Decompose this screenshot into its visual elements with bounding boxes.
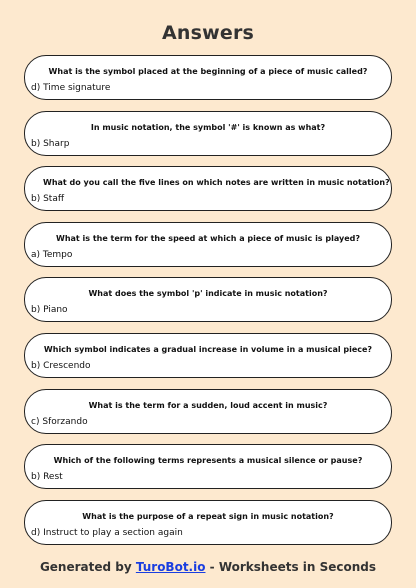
answer-card — [24, 111, 392, 156]
question-text: What does the symbol 'p' indicate in music notation? — [88, 289, 328, 299]
answer-card — [24, 333, 392, 378]
answer-card — [24, 500, 392, 545]
turobot-link[interactable]: TuroBot.io — [135, 560, 206, 574]
question-text: What is the term for a sudden, loud accent in music? — [88, 400, 328, 410]
answer-text: b) Crescendo — [31, 360, 91, 371]
answer-text: b) Staff — [31, 194, 65, 205]
answer-text: b) Rest — [31, 472, 63, 483]
footer-suffix: - Worksheets in Seconds — [205, 560, 377, 574]
answer-card — [24, 389, 392, 434]
page-title: Answers — [161, 22, 255, 44]
answer-card — [24, 444, 392, 489]
answer-text: b) Piano — [31, 305, 68, 316]
answer-card — [24, 277, 392, 322]
answer-list — [24, 55, 392, 555]
answer-card — [24, 55, 392, 100]
question-text: Which of the following terms represents a musical silence or pause? — [53, 456, 363, 466]
question-text: What is the term for the speed at which a piece of music is played? — [56, 233, 360, 243]
question-text: Which symbol indicates a gradual increase in volume in a musical piece? — [43, 344, 373, 354]
answer-card — [24, 166, 392, 211]
answer-card — [24, 222, 392, 267]
answer-text: d) Instruct to play a section again — [31, 527, 183, 538]
question-text: What do you call the five lines on which notes are written in music notation? — [43, 178, 390, 188]
footer — [0, 560, 416, 574]
answer-text: a) Tempo — [31, 249, 73, 260]
answer-text: b) Sharp — [31, 138, 70, 149]
question-text: In music notation, the symbol '#' is known as what? — [90, 122, 326, 132]
answer-text: c) Sforzando — [31, 416, 88, 427]
answer-text: d) Time signature — [31, 83, 111, 93]
footer-prefix: Generated by — [39, 560, 136, 574]
question-text: What is the purpose of a repeat sign in music notation? — [82, 511, 334, 521]
question-text: What is the symbol placed at the beginning of a piece of music called? — [48, 67, 368, 76]
